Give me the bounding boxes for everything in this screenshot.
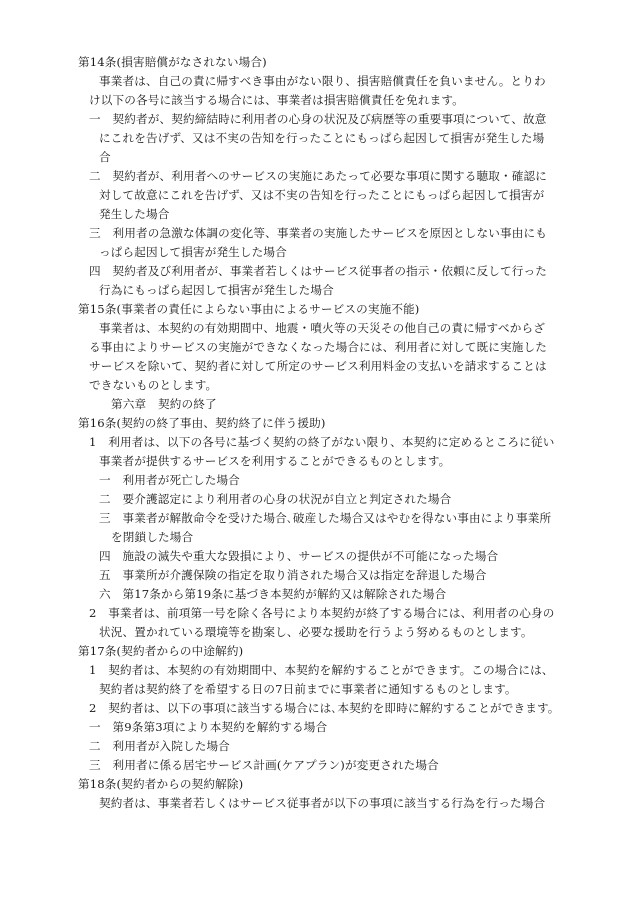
article-17-paragraph-1: 契約者は契約終了を希望する日の7日前までに事業者に通知するものとします。 xyxy=(99,682,517,696)
chapter-6-heading: 第六章 契約の終了 xyxy=(111,397,217,411)
article-16-paragraph-1: 1 利用者は、以下の各号に基づく契約の終了がない限り、本契約に定めるところに従い xyxy=(89,435,555,449)
article-14-item-3: っぱら起因して損害が発生した場合 xyxy=(99,245,287,259)
article-16-item-3: を閉鎖した場合 xyxy=(111,530,194,544)
article-14-item-4: 四 契約者及び利用者が、事業者若しくはサービス従事者の指示・依頼に反して行った xyxy=(89,264,548,278)
article-15-text: 事業者は、本契約の有効期間中、地震・噴火等の天災その他自己の責に帰すべからざ xyxy=(99,321,546,335)
article-16-paragraph-2: 状況、置かれている環境等を勘案し、必要な援助を行うよう努めるものとします。 xyxy=(99,625,533,639)
article-14-text: け以下の各号に該当する場合には、事業者は損害賠償責任を免れます。 xyxy=(89,93,464,107)
article-14-text: 事業者は、自己の責に帰すべき事由がない限り、損害賠償責任を負いません。とりわ xyxy=(99,74,546,88)
article-16-item-3: 三 事業者が解散命令を受けた場合､破産した場合又はやむを得ない事由により事業所 xyxy=(99,511,552,525)
article-18-text: 契約者は、事業者若しくはサービス従事者が以下の事項に該当する行為を行った場合 xyxy=(99,796,546,810)
article-16-heading: 第16条(契約の終了事由、契約終了に伴う援助) xyxy=(78,416,326,430)
article-14-heading: 第14条(損害賠償がなされない場合) xyxy=(78,55,267,69)
article-14-item-2: 発生した場合 xyxy=(99,207,170,221)
article-16-item-2: 二 要介護認定により利用者の心身の状況が自立と判定された場合 xyxy=(99,492,452,506)
article-14-item-2: 二 契約者が、利用者へのサービスの実施にあたって必要な事項に関する聴取・確認に xyxy=(89,169,548,183)
article-18-heading: 第18条(契約者からの契約解除) xyxy=(78,777,244,791)
article-14-item-3: 三 利用者の急激な体調の変化等、事業者の実施したサービスを原因としない事由にも xyxy=(89,226,548,240)
article-16-item-5: 五 事業所が介護保険の指定を取り消された場合又は指定を辞退した場合 xyxy=(99,568,487,582)
article-17-item-3: 三 利用者に係る居宅サービス計画(ケアプラン)が変更された場合 xyxy=(89,758,439,772)
article-17-paragraph-1: 1 契約者は、本契約の有効期間中、本契約を解約することができます。この場合には、 xyxy=(89,663,554,677)
article-14-item-2: 対して故意にこれを告げず、又は不実の告知を行ったことにもっぱら起因して損害が xyxy=(99,188,545,202)
article-14-item-1: 合 xyxy=(99,150,111,164)
article-14-item-1: 一 契約者が、契約締結時に利用者の心身の状況及び病歴等の重要事項について、故意 xyxy=(89,112,547,126)
article-14-item-1: にこれを告げず、又は不実の告知を行ったことにもっぱら起因して損害が発生した場 xyxy=(99,131,545,145)
article-16-paragraph-2: 2 事業者は、前項第一号を除く各号により本契約が終了する場合には、利用者の心身の xyxy=(89,606,555,620)
article-16-item-1: 一 利用者が死亡した場合 xyxy=(99,473,240,487)
article-17-heading: 第17条(契約者からの中途解約) xyxy=(78,644,244,658)
article-17-paragraph-2: 2 契約者は、以下の事項に該当する場合には､本契約を即時に解約することができます。 xyxy=(89,701,560,715)
article-15-text: サービスを除いて、契約者に対して所定のサービス利用料金の支払いを請求することは xyxy=(89,359,547,373)
article-17-item-2: 二 利用者が入院した場合 xyxy=(89,739,230,753)
article-16-item-6: 六 第17条から第19条に基づき本契約が解約又は解除された場合 xyxy=(99,587,447,601)
article-17-item-1: 一 第9条第3項により本契約を解約する場合 xyxy=(89,720,328,734)
article-16-item-4: 四 施設の滅失や重大な毀損により、サービスの提供が不可能になった場合 xyxy=(99,549,499,563)
article-14-item-4: 行為にもっぱら起因して損害が発生した場合 xyxy=(99,283,334,297)
article-15-heading: 第15条(事業者の責任によらない事由によるサービスの実施不能) xyxy=(78,302,420,316)
article-15-text: できないものとします。 xyxy=(89,378,218,392)
article-16-paragraph-1: 事業者が提供するサービスを利用することができるものとします。 xyxy=(99,454,451,468)
article-15-text: る事由によりサービスの実施ができなくなった場合には、利用者に対して既に実施した xyxy=(89,340,548,354)
